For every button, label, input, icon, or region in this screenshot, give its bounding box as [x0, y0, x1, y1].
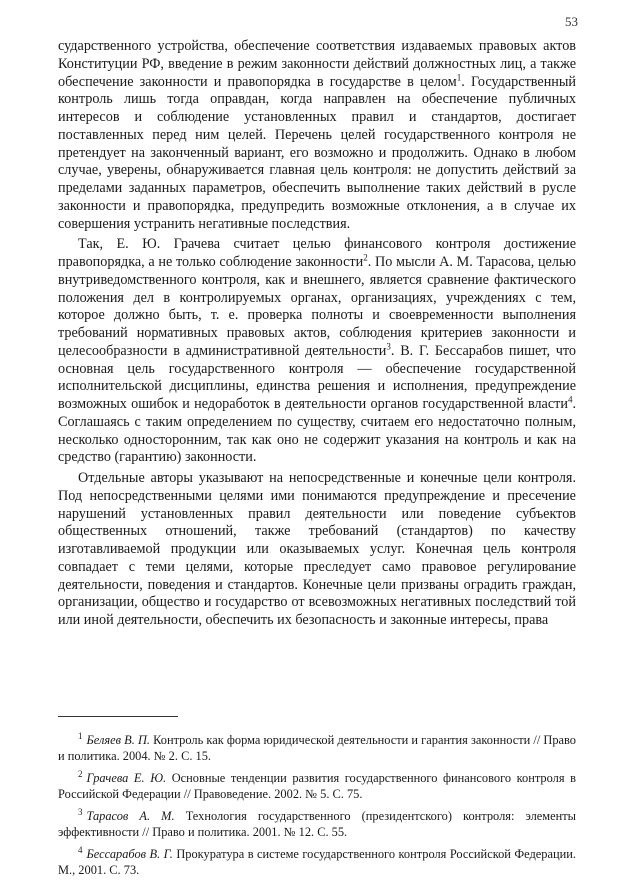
paragraph-text: . Государственный контроль лишь тогда оправдан, когда направлен на обеспечение публичных интересов и соблюдение установленных правил и стандартов, достигает поставленных перед ним целей. Перечень целей государственного контроля не претендует на законченный вариант, его возможно и продолжить. Однако в любом случае, уверены, обнаруживается главная цель контроля: не допустить действий за пределами заданных параметров, обеспечить выполнение таких действий в русле законности и правопорядка, предупредить возможные отклонения, а в случае их совершения устранить негативные последствия.	[58, 73, 577, 232]
paragraph	[58, 38, 576, 233]
paragraph-text: Так, Е. Ю. Грачева считает целью финансового контроля достижение правопорядка, а не только соблюдение законности	[58, 236, 576, 270]
paragraph-text: Отдельные авторы указывают на непосредственные и конечные цели контроля. Под непосредственными целями ими понимаются предупреждение и пресечение нарушений установленных правил деятельности или поведение субъектов общественных отношений, также требований (стандартов) по качеству изготавливаемой продукции или оказываемых услуг. Конечная цель контроля совпадает с теми целями, которые преследует само правовое регулирование деятельности, поведения и стандартов. Конечные цели призваны оградить граждан, организации, общество и государство от всевозможных негативных последствий той или иной деятельности, обеспечить их безопасность и законные интересы, права	[58, 470, 576, 628]
paragraph	[58, 470, 576, 630]
footnote-ref[interactable]: 4	[567, 394, 573, 405]
footnote-text: Контроль как форма юридической деятельности и гарантия законности // Право и политика. 2004. № 2. С. 15.	[58, 733, 576, 763]
footnote-author: Грачева Е. Ю.	[86, 771, 167, 785]
footnote	[58, 732, 576, 764]
footnote-author: Тарасов А. М.	[86, 809, 175, 823]
footnote-text: Технология государственного (президентского) контроля: элементы эффективности // Право и политика. 2001. № 12. С. 55.	[58, 809, 576, 839]
footnote-mark: 3	[78, 806, 83, 817]
footnote-author: Беляев В. П.	[86, 733, 151, 747]
footnote-ref[interactable]: 3	[386, 341, 391, 352]
footnote	[58, 846, 576, 878]
footnote-mark: 1	[78, 730, 83, 741]
page-number: 53	[565, 14, 578, 29]
footnote-ref[interactable]: 1	[456, 71, 462, 82]
footnote-author: Бессарабов В. Г.	[86, 847, 173, 861]
footnote-mark: 4	[78, 844, 83, 855]
footnotes	[58, 732, 576, 884]
footnote-mark: 2	[78, 768, 83, 779]
paragraph-text: сударственного устройства, обеспечение соответствия издаваемых правовых актов Конституции РФ, введение в режим законности действий должностных лиц, а также обеспечение законности и правопорядка в государстве в целом	[58, 38, 576, 90]
footnote-ref[interactable]: 2	[363, 252, 368, 263]
footnote-text: Прокуратура в системе государственного контроля Российской Федерации. М., 2001. С. 73.	[58, 847, 576, 877]
footnote-divider	[58, 716, 178, 717]
footnote-text: Основные тенденции развития государственного финансового контроля в Российской Федерации // Правоведение. 2002. № 5. С. 75.	[58, 771, 576, 801]
body-text	[58, 38, 576, 630]
paragraph-text: . В. Г. Бессарабов пишет, что основная цель государственного контроля — обеспечение государственной исполнительской дисциплины, единства решения и исполнения, предупреждение возможных ошибок и недоработок в деятельности органов государственной власти	[58, 342, 576, 412]
paragraph	[58, 236, 576, 467]
paragraph-text: . По мысли А. М. Тарасова, целью внутриведомственного контроля, как и внешнего, является сравнение фактического положения дел в контролируемых органах, организациях, учреждениях с тем, которое должно быть, т. е. проверка полноты и своевременности выполнения требований нормативных правовых актов, соблюдения критериев законности и целесообразности в административной деятельности	[58, 254, 577, 359]
paragraph-text: . Соглашаясь с таким определением по существу, считаем его недостаточно полным, несколько односторонним, так как оно не содержит указания на контроль и как на средство (гарантию) законности.	[58, 396, 576, 466]
footnote	[58, 770, 576, 802]
footnote	[58, 808, 576, 840]
